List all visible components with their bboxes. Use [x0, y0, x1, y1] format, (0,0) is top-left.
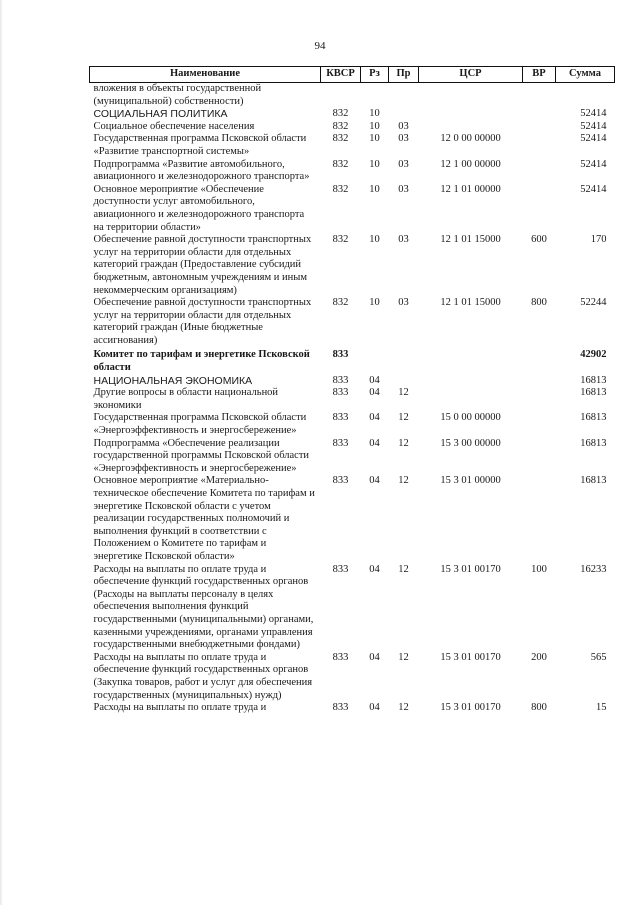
header-name: Наименование [90, 67, 321, 83]
cell-sum: 16813 [580, 412, 607, 424]
page-number: 94 [314, 40, 326, 52]
cell-rz: 10 [369, 120, 380, 132]
cell-vr: 600 [531, 234, 547, 246]
header-vr: ВР [523, 67, 556, 83]
cell-sum: 52244 [580, 297, 607, 309]
table-row [90, 234, 615, 297]
cell-rz: 10 [369, 108, 380, 120]
cell-pr: 03 [398, 120, 409, 132]
cell-rz [361, 347, 389, 374]
cell-rz [361, 83, 389, 109]
cell-pr: 03 [398, 183, 409, 195]
table-row [90, 652, 615, 702]
table-row [90, 564, 615, 652]
cell-kvsr: 832 [332, 120, 349, 132]
cell-vr [523, 438, 556, 476]
cell-csr [419, 347, 523, 374]
cell-sum: 15 [596, 702, 607, 714]
cell-sum: 565 [590, 651, 607, 663]
table-header-row [90, 67, 615, 83]
cell-pr: 12 [398, 702, 409, 714]
cell-kvsr: 833 [332, 387, 349, 399]
cell-rz: 10 [369, 297, 380, 309]
cell-name: Расходы на выплаты по оплате труда и обеспечение функций государственных органов (Закупка товаров, работ и услуг для обеспечения государственных (муниципальных) нужд) [93, 651, 313, 701]
cell-csr: 12 0 00 00000 [440, 133, 501, 145]
cell-sum: 16813 [580, 387, 607, 399]
table-row [90, 121, 615, 134]
cell-vr [523, 83, 556, 109]
header-sum: Сумма [556, 67, 615, 83]
cell-name: Подпрограмма «Обеспечение реализации государственной программы Псковской области «Энергоэффективность и энергосбережение» [93, 437, 310, 474]
cell-kvsr: 833 [332, 563, 349, 575]
cell-csr: 12 1 01 00000 [440, 183, 501, 195]
cell-vr [523, 375, 556, 388]
cell-name: Другие вопросы в области национальной экономики [93, 387, 279, 411]
cell-vr [523, 387, 556, 412]
cell-sum: 52414 [580, 158, 607, 170]
cell-csr: 15 3 01 00170 [440, 702, 501, 714]
cell-rz: 10 [369, 158, 380, 170]
cell-csr: 12 1 01 15000 [440, 234, 501, 246]
cell-pr: 12 [398, 651, 409, 663]
cell-rz: 04 [369, 651, 380, 663]
cell-name: Обеспечение равной доступности транспортных услуг на территории области для отдельных категорий граждан (Иные бюджетные ассигнования) [93, 297, 312, 346]
table-row [90, 133, 615, 158]
cell-name: Основное мероприятие «Обеспечение доступности услуг автомобильного, авиационного и железнодорожного транспорта на территории области» [93, 183, 305, 233]
cell-kvsr: 832 [332, 234, 349, 246]
cell-name: СОЦИАЛЬНАЯ ПОЛИТИКА [93, 108, 228, 121]
cell-csr: 15 3 01 00170 [440, 563, 501, 575]
cell-vr [523, 475, 556, 563]
cell-name: Обеспечение равной доступности транспортных услуг на территории области для отдельных категорий граждан (Предоставление субсидий бюджетным, автономным учреждениям и иным некоммерческим организациям) [93, 234, 312, 296]
table-row [90, 297, 615, 347]
cell-sum: 52414 [580, 108, 607, 120]
cell-kvsr: 833 [332, 651, 349, 663]
cell-kvsr: 833 [332, 702, 349, 714]
cell-sum: 16813 [580, 374, 607, 386]
cell-name: Основное мероприятие «Материально-техническое обеспечение Комитета по тарифам и энергетике Псковской области с учетом реализации государственных полномочий и выполнения функций в соответствии с Положением о Комитете по тарифам и энергетике Псковской области» [93, 475, 315, 562]
cell-csr [419, 375, 523, 388]
cell-vr [523, 412, 556, 437]
cell-pr: 12 [398, 437, 409, 449]
cell-name: Государственная программа Псковской области «Развитие транспортной системы» [93, 133, 307, 157]
cell-vr: 800 [531, 297, 547, 309]
cell-pr: 03 [398, 234, 409, 246]
cell-rz: 04 [369, 374, 380, 386]
cell-sum [556, 83, 615, 109]
cell-csr: 15 0 00 00000 [440, 412, 501, 424]
cell-sum: 42902 [580, 349, 607, 361]
cell-name: Расходы на выплаты по оплате труда и [93, 702, 267, 714]
cell-sum: 170 [590, 234, 607, 246]
cell-kvsr: 832 [332, 158, 349, 170]
cell-vr: 100 [531, 563, 547, 575]
cell-rz: 04 [369, 387, 380, 399]
cell-csr [419, 121, 523, 134]
cell-vr: 200 [531, 651, 547, 663]
cell-rz: 04 [369, 702, 380, 714]
cell-vr: 800 [531, 702, 547, 714]
cell-kvsr: 833 [332, 374, 349, 386]
cell-pr [389, 108, 419, 121]
cell-vr [523, 184, 556, 234]
cell-pr [389, 83, 419, 109]
cell-sum: 52414 [580, 183, 607, 195]
cell-kvsr: 833 [332, 349, 349, 361]
table-row [90, 108, 615, 121]
cell-rz: 04 [369, 412, 380, 424]
cell-csr: 15 3 01 00000 [440, 475, 501, 487]
table-row [90, 475, 615, 563]
table-row [90, 184, 615, 234]
cell-pr: 12 [398, 475, 409, 487]
cell-rz: 04 [369, 563, 380, 575]
cell-pr: 03 [398, 158, 409, 170]
scan-edge-shadow [0, 0, 3, 905]
cell-rz: 04 [369, 437, 380, 449]
cell-sum: 52414 [580, 120, 607, 132]
cell-pr: 12 [398, 412, 409, 424]
cell-kvsr: 832 [332, 183, 349, 195]
cell-name: НАЦИОНАЛЬНАЯ ЭКОНОМИКА [93, 374, 253, 387]
cell-rz: 04 [369, 475, 380, 487]
cell-name: вложения в объекты государственной (муниципальной) собственности) [93, 83, 262, 107]
table-row [90, 412, 615, 437]
cell-csr [419, 108, 523, 121]
table-row [90, 159, 615, 184]
cell-name: Государственная программа Псковской области «Энергоэффективность и энергосбережение» [93, 412, 307, 437]
cell-vr [523, 108, 556, 121]
cell-csr: 12 1 01 15000 [440, 297, 501, 309]
cell-sum: 16233 [580, 563, 607, 575]
cell-csr [419, 387, 523, 412]
table-row [90, 387, 615, 412]
table-row [90, 83, 615, 109]
cell-name: Комитет по тарифам и энергетике Псковской области [93, 349, 310, 374]
header-csr: ЦСР [419, 67, 523, 83]
cell-kvsr: 833 [332, 475, 349, 487]
cell-kvsr [321, 83, 361, 109]
cell-sum: 16813 [580, 437, 607, 449]
cell-vr [523, 121, 556, 134]
cell-csr: 15 3 01 00170 [440, 651, 501, 663]
cell-kvsr: 832 [332, 133, 349, 145]
budget-table [89, 66, 615, 715]
cell-pr: 12 [398, 563, 409, 575]
cell-pr: 03 [398, 133, 409, 145]
cell-pr [389, 375, 419, 388]
cell-pr [389, 347, 419, 374]
cell-kvsr: 832 [332, 297, 349, 309]
table-row [90, 702, 615, 715]
cell-csr: 15 3 00 00000 [440, 437, 501, 449]
cell-pr: 03 [398, 297, 409, 309]
cell-rz: 10 [369, 133, 380, 145]
header-rz: Рз [361, 67, 389, 83]
cell-vr [523, 347, 556, 374]
table-row [90, 375, 615, 388]
cell-rz: 10 [369, 183, 380, 195]
cell-name: Расходы на выплаты по оплате труда и обеспечение функций государственных органов (Расходы на выплаты персоналу в целях обеспечения выполнения функций государственными (муниципальными) органами, казенными учреждениями, органами управления государственными внебюджетными фондами) [93, 563, 314, 651]
cell-vr [523, 133, 556, 158]
cell-kvsr: 833 [332, 437, 349, 449]
header-kvsr: КВСР [321, 67, 361, 83]
table-row [90, 438, 615, 476]
cell-name: Социальное обеспечение населения [93, 120, 255, 132]
cell-sum: 52414 [580, 133, 607, 145]
cell-vr [523, 159, 556, 184]
cell-kvsr: 832 [332, 108, 349, 120]
cell-kvsr: 833 [332, 412, 349, 424]
cell-csr [419, 83, 523, 109]
cell-name: Подпрограмма «Развитие автомобильного, авиационного и железнодорожного транспорта» [93, 158, 310, 183]
cell-pr: 12 [398, 387, 409, 399]
table-row [90, 347, 615, 374]
cell-rz: 10 [369, 234, 380, 246]
cell-csr: 12 1 00 00000 [440, 158, 501, 170]
header-pr: Пр [389, 67, 419, 83]
cell-sum: 16813 [580, 475, 607, 487]
